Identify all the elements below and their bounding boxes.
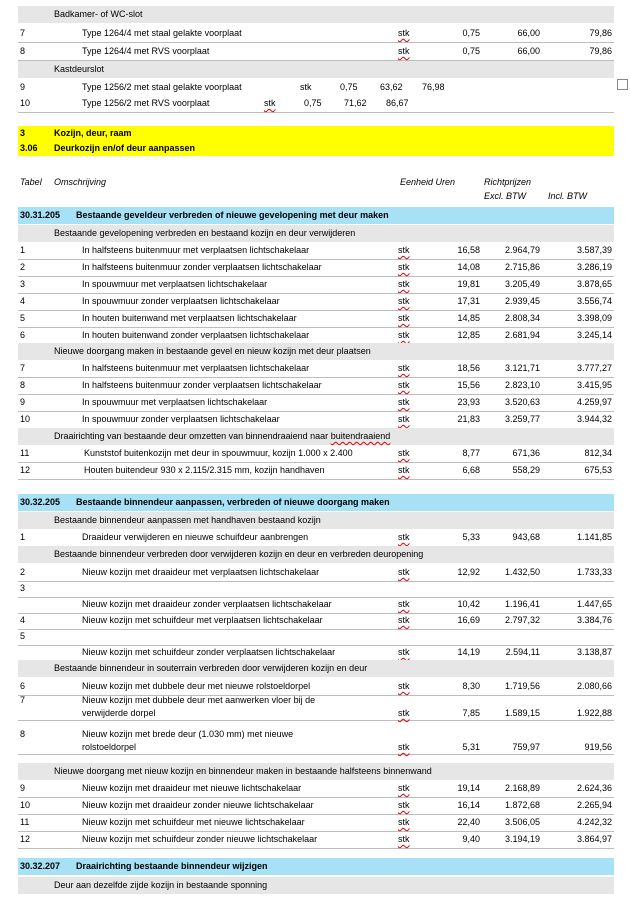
row-description: In houten buitenwand zonder verplaatsen lichtschakelaar [82, 330, 310, 340]
row-unit: stk [398, 817, 410, 827]
checkbox[interactable] [617, 79, 628, 90]
col-eenheid-uren: Eenheid Uren [400, 177, 456, 187]
group-header [18, 763, 614, 780]
row-number: 4 [20, 615, 26, 625]
chapter-number: 3 [20, 128, 26, 138]
subchapter-title: Deurkozijn en/of deur aanpassen [54, 143, 196, 153]
row-excl: 943,68 [512, 532, 540, 542]
row-incl: 2.080,66 [576, 681, 612, 691]
row-number: 3 [20, 583, 26, 593]
row-hours: 12,92 [457, 567, 480, 577]
col-excl: Excl. BTW [484, 191, 526, 201]
row-unit: stk [398, 567, 410, 577]
table-row [18, 242, 614, 260]
row-hours: 9,40 [462, 834, 480, 844]
row-excl: 66,00 [517, 28, 540, 38]
section-heading [18, 858, 614, 875]
chapter-heading [18, 126, 614, 141]
row-number: 8 [20, 46, 26, 56]
row-description: Type 1264/4 met RVS voorplaat [82, 46, 210, 56]
row-unit: stk [398, 647, 410, 657]
row-unit: stk [398, 397, 410, 407]
row-hours: 8,77 [462, 448, 480, 458]
row-hours: 5,31 [462, 742, 480, 752]
row-unit: stk [398, 800, 410, 810]
row-hours: 14,85 [457, 313, 480, 323]
row-number: 7 [20, 363, 26, 373]
row-excl: 2.715,86 [504, 262, 540, 272]
table-row [18, 411, 614, 429]
row-excl: 1.589,15 [504, 708, 540, 718]
row-unit: stk [398, 279, 410, 289]
row-unit: stk [300, 82, 312, 92]
row-hours: 18,56 [457, 363, 480, 373]
row-hours: 21,83 [457, 414, 480, 424]
row-hours: 15,56 [457, 380, 480, 390]
row-excl: 1.432,50 [504, 567, 540, 577]
row-hours: 22,40 [457, 817, 480, 827]
row-unit: stk [398, 834, 410, 844]
row-description-line2: verwijderde dorpel [82, 708, 156, 718]
group-header [18, 225, 614, 242]
row-incl: 3.138,87 [576, 647, 612, 657]
row-description: In halfsteens buitenmuur met verplaatsen lichtschakelaar [82, 363, 310, 373]
group-label [54, 428, 390, 445]
row-incl: 4.242,32 [576, 817, 612, 827]
row-hours: 7,85 [462, 708, 480, 718]
row-number: 12 [20, 834, 31, 844]
row-number: 7 [20, 695, 26, 705]
row-number: 9 [20, 82, 26, 92]
table-row [18, 814, 614, 832]
row-number: 10 [20, 98, 31, 108]
row-excl: 3.205,49 [504, 279, 540, 289]
group-header [18, 428, 614, 445]
table-row [18, 694, 614, 721]
row-unit: stk [398, 296, 410, 306]
section-code: 30.31.205 [20, 210, 61, 220]
row-description: In houten buitenwand met verplaatsen lichtschakelaar [82, 313, 297, 323]
row-excl: 2.681,94 [504, 330, 540, 340]
row-number: 6 [20, 330, 26, 340]
col-incl: Incl. BTW [548, 191, 588, 201]
row-hours: 6,68 [462, 465, 480, 475]
row-unit: stk [398, 245, 410, 255]
row-incl: 3.864,97 [576, 834, 612, 844]
table-row [18, 310, 614, 328]
row-unit: stk [398, 599, 410, 609]
row-incl: 3.398,09 [576, 313, 612, 323]
row-unit: stk [398, 532, 410, 542]
row-description: Type 1256/2 met staal gelakte voorplaat [82, 82, 242, 92]
row-description: Nieuw kozijn met dubbele deur met nieuwe rolstoeldorpel [82, 681, 311, 691]
row-number: 2 [20, 567, 26, 577]
row-incl: 675,53 [584, 465, 612, 475]
group-label: Bestaande binnendeur verbreden door verwijderen kozijn en deur en verbreden deuropening [54, 549, 424, 559]
row-number: 2 [20, 262, 26, 272]
row-description: Nieuw kozijn met draaideur zonder verplaatsen lichtschakelaar [82, 599, 332, 609]
row-excl: 3.194,19 [504, 834, 540, 844]
row-excl: 671,36 [512, 448, 540, 458]
table-row [18, 831, 614, 849]
group-header [18, 61, 614, 78]
group-label-part: Draairichting van bestaande deur omzetten van binnendraaiend naar [54, 431, 331, 441]
row-number: 9 [20, 397, 26, 407]
row-description: Draaideur verwijderen en nieuwe schuifdeur aanbrengen [82, 532, 309, 542]
row-hours: 12,85 [457, 330, 480, 340]
row-hours: 16,58 [457, 245, 480, 255]
row-excl: 3.506,05 [504, 817, 540, 827]
row-incl: 1.922,88 [576, 708, 612, 718]
table-row [18, 95, 614, 113]
table-row [18, 360, 614, 378]
table-row [18, 293, 614, 311]
row-description: Kunststof buitenkozijn met deur in spouwmuur, kozijn 1.000 x 2.400 [84, 448, 353, 458]
row-incl: 76,98 [422, 82, 445, 92]
col-omschrijving: Omschrijving [54, 177, 107, 187]
col-tabel: Tabel [20, 177, 42, 187]
row-description: Nieuw kozijn met schuifdeur met nieuwe lichtschakelaar [82, 817, 305, 827]
section-heading [18, 207, 614, 224]
row-excl: 1.196,41 [504, 599, 540, 609]
row-unit: stk [398, 414, 410, 424]
row-number: 8 [20, 380, 26, 390]
row-unit: stk [398, 615, 410, 625]
table-row [18, 529, 614, 547]
table-row [18, 377, 614, 395]
group-label: Bestaande binnendeur aanpassen met handhaven bestaand kozijn [54, 515, 321, 525]
row-hours: 14,08 [457, 262, 480, 272]
table-row [18, 445, 614, 463]
row-unit: stk [398, 363, 410, 373]
row-incl: 2.265,94 [576, 800, 612, 810]
table-row [18, 780, 614, 798]
row-description: Houten buitendeur 930 x 2.115/2.315 mm, kozijn handhaven [84, 465, 325, 475]
row-number: 7 [20, 28, 26, 38]
row-excl: 759,97 [512, 742, 540, 752]
row-incl: 3.944,32 [576, 414, 612, 424]
row-incl: 919,56 [584, 742, 612, 752]
row-unit: stk [398, 46, 410, 56]
row-excl: 558,29 [512, 465, 540, 475]
row-excl: 63,62 [380, 82, 403, 92]
row-hours: 10,42 [457, 599, 480, 609]
section-code: 30.32.207 [20, 861, 61, 871]
row-incl: 3.245,14 [576, 330, 612, 340]
row-description: In halfsteens buitenmuur zonder verplaatsen lichtschakelaar [82, 380, 322, 390]
section-title: Bestaande geveldeur verbreden of nieuwe gevelopening met deur maken [76, 210, 389, 220]
section-title: Draairichting bestaande binnendeur wijzigen [76, 861, 268, 871]
row-number: 1 [20, 245, 26, 255]
row-incl: 4.259,97 [576, 397, 612, 407]
column-subheader [18, 188, 614, 205]
row-unit: stk [398, 330, 410, 340]
row-incl: 1.141,85 [576, 532, 612, 542]
row-unit: stk [398, 262, 410, 272]
row-incl: 3.415,95 [576, 380, 612, 390]
subchapter-heading [18, 141, 614, 156]
row-hours: 0,75 [340, 82, 358, 92]
row-description: Nieuw kozijn met schuifdeur zonder verplaatsen lichtschakelaar [82, 647, 336, 657]
row-description: Nieuw kozijn met schuifdeur zonder nieuwe lichtschakelaar [82, 834, 318, 844]
row-unit: stk [398, 742, 410, 752]
row-number: 5 [20, 631, 26, 641]
row-unit: stk [398, 313, 410, 323]
row-number: 1 [20, 532, 26, 542]
row-hours: 19,14 [457, 783, 480, 793]
group-header [18, 877, 614, 894]
row-description: Type 1264/4 met staal gelakte voorplaat [82, 28, 242, 38]
row-excl: 66,00 [517, 46, 540, 56]
row-description-line2: rolstoeldorpel [82, 742, 137, 752]
section-heading [18, 494, 614, 511]
row-incl: 3.556,74 [576, 296, 612, 306]
row-description: Nieuw kozijn met draaideur zonder nieuwe lichtschakelaar [82, 800, 314, 810]
row-unit: stk [398, 681, 410, 691]
row-excl: 3.259,77 [504, 414, 540, 424]
group-header [18, 546, 614, 563]
row-hours: 8,30 [462, 681, 480, 691]
row-number: 6 [20, 681, 26, 691]
row-description: In spouwmuur met verplaatsen lichtschakelaar [82, 397, 268, 407]
row-description: In spouwmuur zonder verplaatsen lichtschakelaar [82, 296, 280, 306]
section-code: 30.32.205 [20, 497, 61, 507]
group-label-part: buitendraaiend [330, 431, 391, 441]
group-header [18, 512, 614, 529]
row-incl: 2.624,36 [576, 783, 612, 793]
row-hours: 14,19 [457, 647, 480, 657]
table-row [18, 25, 614, 43]
row-unit: stk [398, 465, 410, 475]
row-excl: 3.520,63 [504, 397, 540, 407]
group-label: Badkamer- of WC-slot [54, 9, 143, 19]
group-label: Nieuwe doorgang met nieuw kozijn en binnendeur maken in bestaande halfsteens binnenwand [54, 766, 432, 776]
row-hours: 5,33 [462, 532, 480, 542]
row-unit: stk [264, 98, 276, 108]
row-incl: 1.447,65 [576, 599, 612, 609]
group-label: Deur aan dezelfde zijde kozijn in bestaande sponning [54, 880, 268, 890]
table-row [18, 797, 614, 815]
group-header [18, 6, 614, 23]
row-incl: 812,34 [584, 448, 612, 458]
row-number: 4 [20, 296, 26, 306]
group-label: Kastdeurslot [54, 64, 105, 74]
row-excl: 2.168,89 [504, 783, 540, 793]
table-row [18, 276, 614, 294]
row-hours: 16,69 [457, 615, 480, 625]
table-row [18, 259, 614, 277]
row-hours: 23,93 [457, 397, 480, 407]
row-excl: 3.121,71 [504, 363, 540, 373]
row-excl: 71,62 [344, 98, 367, 108]
group-label: Bestaande binnendeur in souterrain verbreden door verwijderen kozijn en deur [54, 663, 368, 673]
row-hours: 0,75 [304, 98, 322, 108]
row-description: Nieuw kozijn met draaideur met nieuwe lichtschakelaar [82, 783, 302, 793]
row-incl: 3.384,76 [576, 615, 612, 625]
row-incl: 79,86 [589, 28, 612, 38]
row-unit: stk [398, 380, 410, 390]
row-description: In halfsteens buitenmuur met verplaatsen lichtschakelaar [82, 245, 310, 255]
group-header [18, 660, 614, 677]
table-row [18, 462, 614, 480]
row-number: 12 [20, 465, 31, 475]
row-description: In spouwmuur met verplaatsen lichtschakelaar [82, 279, 268, 289]
row-hours: 0,75 [462, 46, 480, 56]
table-row [18, 394, 614, 412]
row-description: Nieuw kozijn met schuifdeur met verplaatsen lichtschakelaar [82, 615, 323, 625]
row-description: In halfsteens buitenmuur zonder verplaatsen lichtschakelaar [82, 262, 322, 272]
table-row [18, 728, 614, 755]
group-label: Nieuwe doorgang maken in bestaande gevel en nieuw kozijn met deur plaatsen [54, 346, 371, 356]
row-number: 10 [20, 414, 31, 424]
row-excl: 2.797,32 [504, 615, 540, 625]
row-excl: 2.594,11 [505, 647, 540, 657]
row-incl: 3.587,39 [576, 245, 612, 255]
section-title: Bestaande binnendeur aanpassen, verbreden of nieuwe doorgang maken [76, 497, 390, 507]
row-number: 11 [20, 448, 30, 458]
row-description: In spouwmuur zonder verplaatsen lichtschakelaar [82, 414, 280, 424]
row-description: Nieuw kozijn met dubbele deur met aanwerken vloer bij de [82, 695, 316, 705]
col-richtprijzen: Richtprijzen [484, 177, 532, 187]
group-label: Bestaande gevelopening verbreden en bestaand kozijn en deur verwijderen [54, 228, 356, 238]
row-unit: stk [398, 708, 410, 718]
subchapter-number: 3.06 [20, 143, 38, 153]
row-excl: 2.808,34 [504, 313, 540, 323]
row-incl: 3.777,27 [576, 363, 612, 373]
row-incl: 3.286,19 [576, 262, 612, 272]
row-description: Nieuw kozijn met brede deur (1.030 mm) met nieuwe [82, 729, 294, 739]
row-excl: 2.939,45 [504, 296, 540, 306]
row-excl: 1.872,68 [504, 800, 540, 810]
group-header [18, 343, 614, 360]
table-row [18, 43, 614, 61]
row-description: Type 1256/2 met RVS voorplaat [82, 98, 210, 108]
row-hours: 16,14 [457, 800, 480, 810]
row-hours: 0,75 [462, 28, 480, 38]
row-description: Nieuw kozijn met draaideur met verplaatsen lichtschakelaar [82, 567, 320, 577]
row-number: 9 [20, 783, 26, 793]
row-unit: stk [398, 448, 410, 458]
row-hours: 17,31 [457, 296, 480, 306]
row-incl: 3.878,65 [576, 279, 612, 289]
row-incl: 86,67 [386, 98, 409, 108]
row-number: 3 [20, 279, 26, 289]
row-excl: 2.964,79 [504, 245, 540, 255]
chapter-title: Kozijn, deur, raam [54, 128, 132, 138]
row-excl: 2.823,10 [504, 380, 540, 390]
row-number: 5 [20, 313, 26, 323]
row-incl: 1.733,33 [576, 567, 612, 577]
row-number: 8 [20, 729, 26, 739]
row-number: 11 [20, 817, 30, 827]
table-row [18, 79, 614, 96]
row-unit: stk [398, 28, 410, 38]
row-hours: 19,81 [457, 279, 480, 289]
row-incl: 79,86 [589, 46, 612, 56]
row-excl: 1.719,56 [504, 681, 540, 691]
row-unit: stk [398, 783, 410, 793]
row-number: 10 [20, 800, 31, 810]
